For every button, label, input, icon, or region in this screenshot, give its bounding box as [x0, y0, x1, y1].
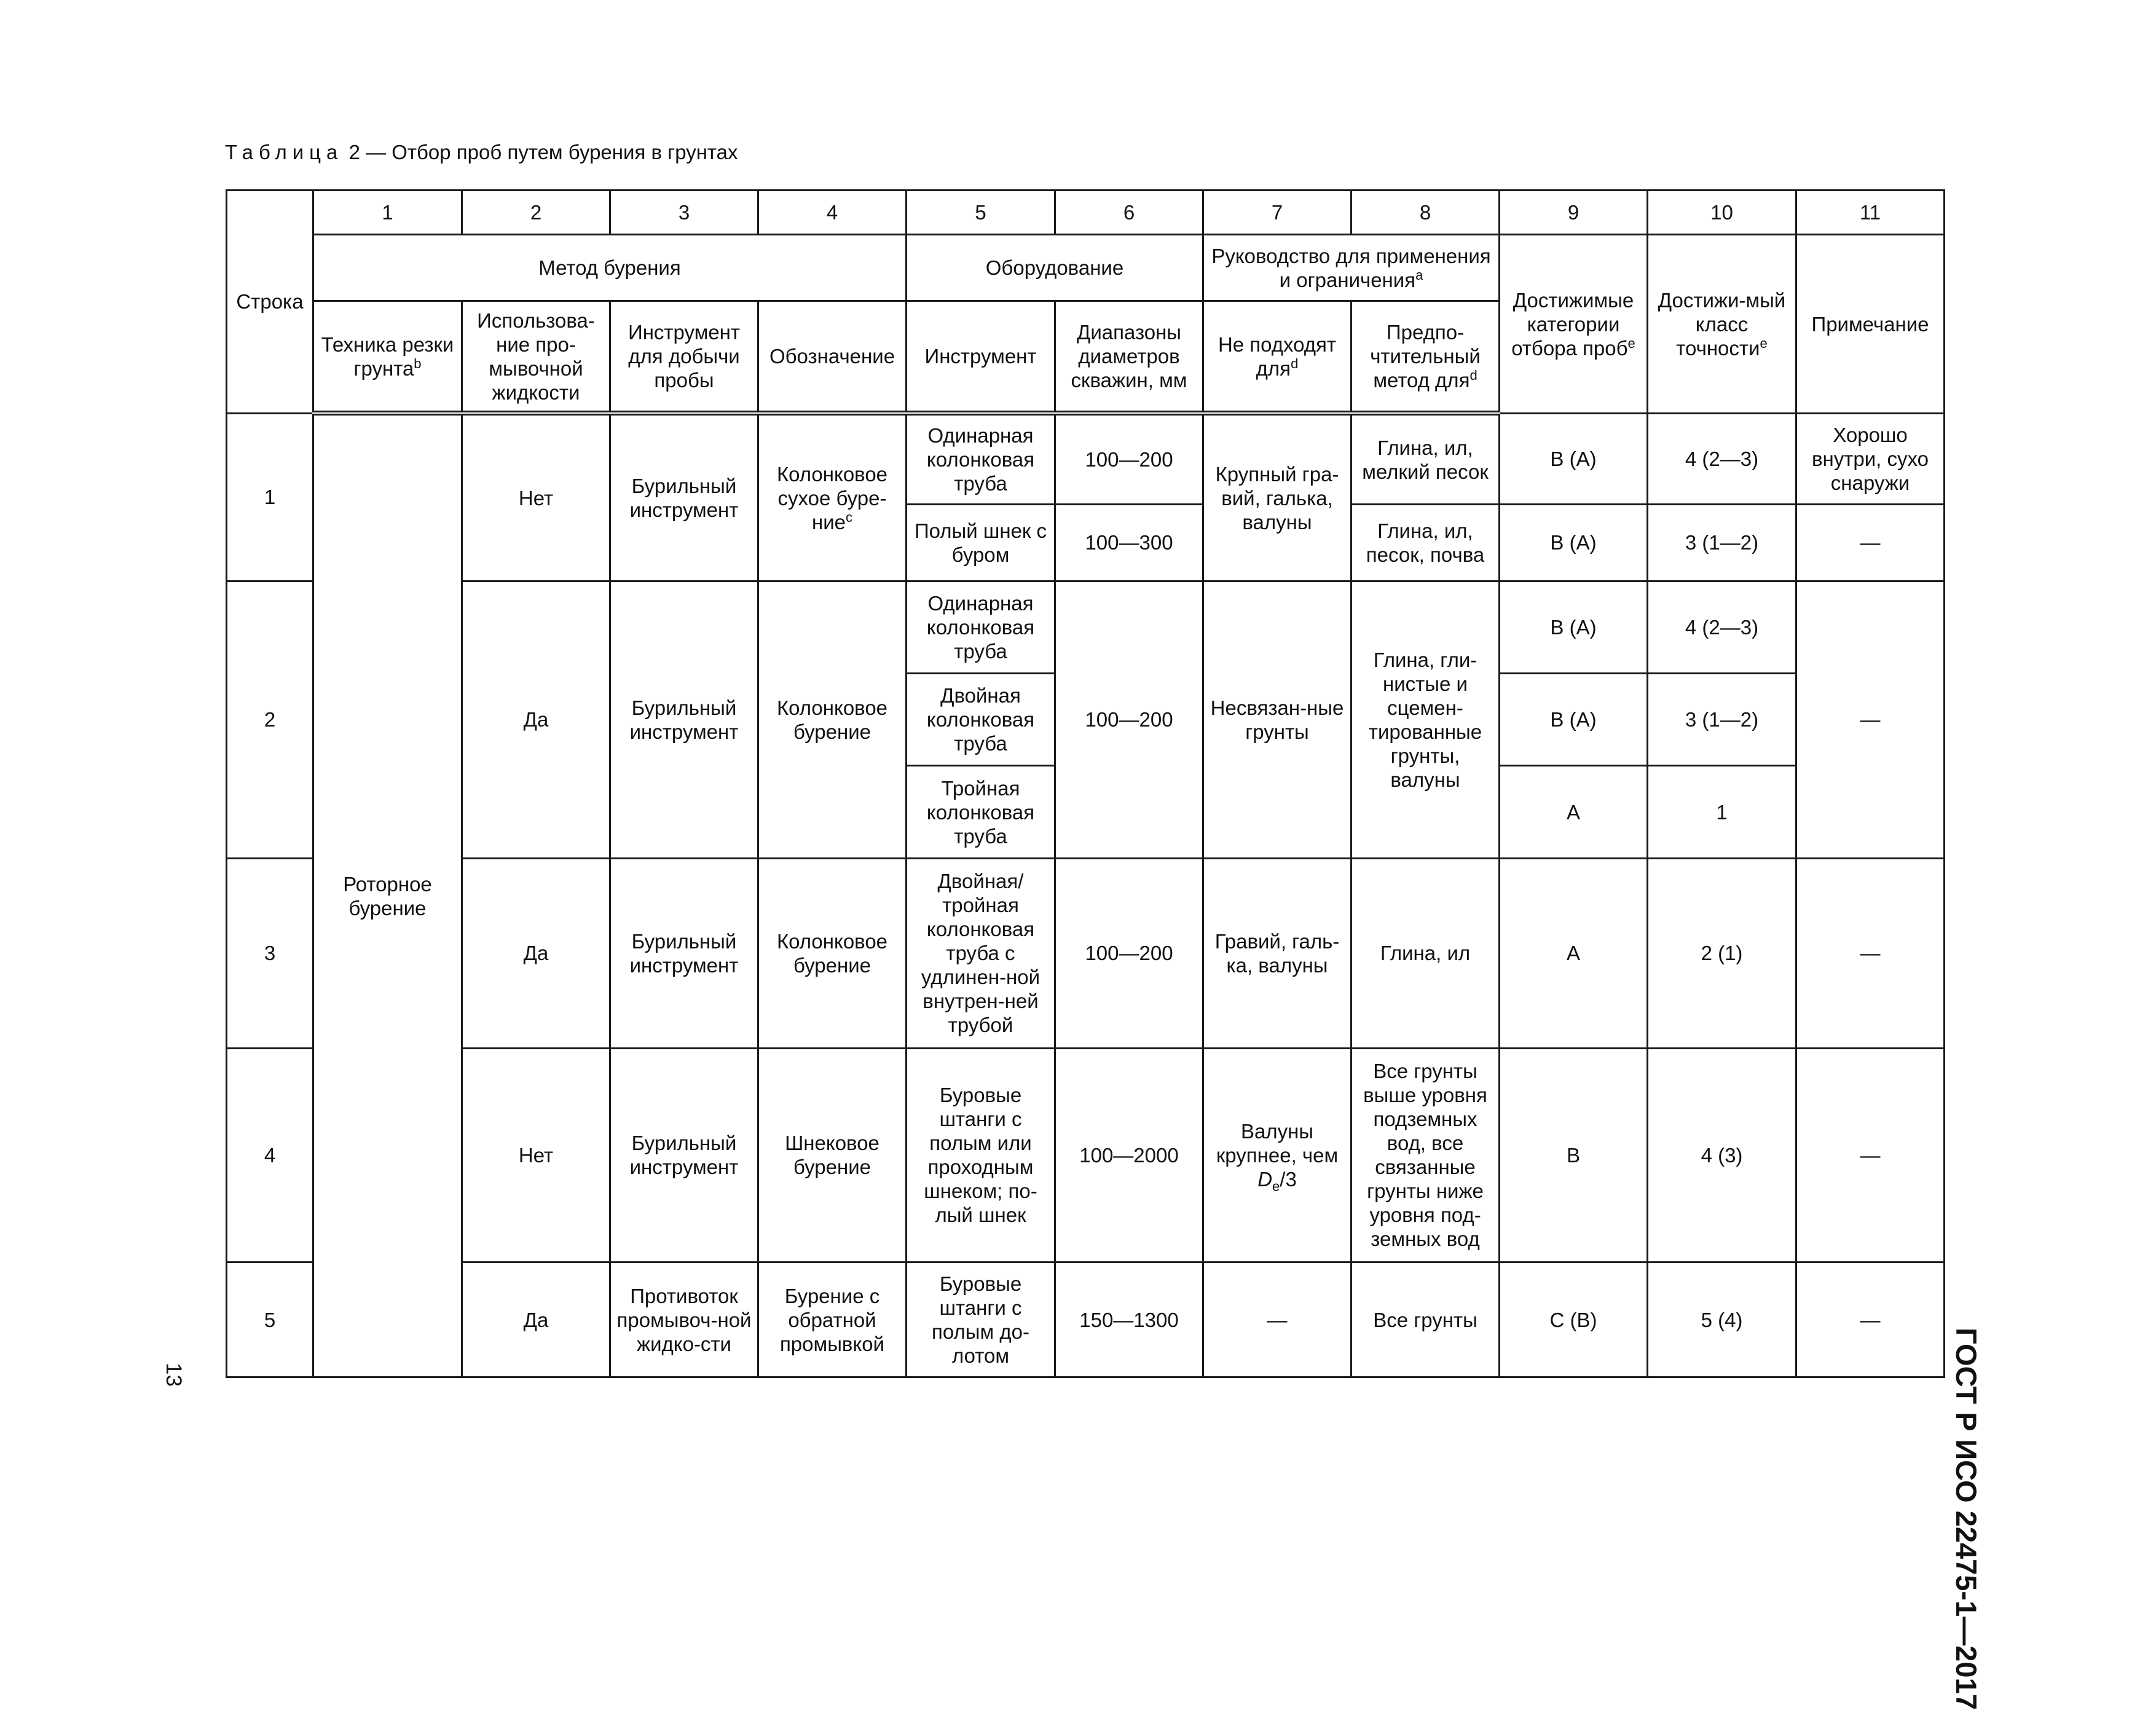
class-cell: 3 (1—2) — [1648, 505, 1796, 581]
header-col-number: 10 — [1648, 191, 1796, 235]
category-cell: B (A) — [1500, 581, 1648, 673]
instrument-cell: Буровые штанги с полым или проходным шнеком; по-лый шнек — [907, 1048, 1055, 1263]
remark-cell: — — [1796, 1048, 1945, 1263]
designation-cell: Колонковое бурение — [758, 581, 907, 858]
class-cell: 4 (2—3) — [1648, 581, 1796, 673]
header-col-number: 3 — [610, 191, 758, 235]
tool-cell: Бурильный инструмент — [610, 1048, 758, 1263]
class-cell: 2 (1) — [1648, 858, 1796, 1048]
header-unsuitable-text: Не подходят для — [1218, 333, 1337, 380]
tool-cell: Бурильный инструмент — [610, 858, 758, 1048]
header-guidance — [1203, 235, 1500, 301]
designation-cell — [758, 413, 907, 581]
category-cell: C (B) — [1500, 1263, 1648, 1377]
class-cell: 5 (4) — [1648, 1263, 1796, 1377]
row-number: 1 — [227, 413, 313, 581]
tool-cell: Бурильный инструмент — [610, 413, 758, 581]
row-number: 2 — [227, 581, 313, 858]
soil-drilling-sampling-table — [226, 189, 1945, 1378]
remark-cell: — — [1796, 581, 1945, 858]
formula-variable: D — [1257, 1167, 1273, 1191]
unsuitable-text: Валуны крупнее, чем — [1216, 1119, 1339, 1167]
remark-cell: Хорошо внутри, сухо снаружи — [1796, 413, 1945, 504]
tool-cell: Бурильный инструмент — [610, 581, 758, 858]
header-achievable-categories — [1500, 235, 1648, 414]
diameter-cell: 150—1300 — [1055, 1263, 1203, 1377]
instrument-cell: Тройная колонковая труба — [907, 766, 1055, 858]
category-cell: B (A) — [1500, 413, 1648, 504]
formula-subscript: e — [1272, 1178, 1280, 1194]
header-unsuitable — [1203, 301, 1351, 413]
unsuitable-cell — [1203, 1048, 1351, 1263]
header-col-number: 7 — [1203, 191, 1351, 235]
header-equipment: Оборудование — [907, 235, 1203, 301]
header-remark: Примечание — [1796, 235, 1945, 414]
header-technique-text: Техника резки грунта — [321, 333, 454, 380]
preferred-cell: Все грунты выше уровня подземных вод, все связанные грунты ниже уровня под-земных вод — [1351, 1048, 1500, 1263]
header-guidance-text: Руководство для применения и ограничения — [1211, 244, 1491, 291]
category-cell: B (A) — [1500, 505, 1648, 581]
flush-cell: Да — [462, 1263, 610, 1377]
flush-cell: Нет — [462, 1048, 610, 1263]
header-preferred — [1351, 301, 1500, 413]
designation-text: Колонковое сухое буре-ние — [776, 462, 888, 534]
footnote-ref: d — [1291, 355, 1299, 371]
header-achievable-class-text: Достижи-мый класс точности — [1658, 288, 1786, 360]
flush-cell: Да — [462, 858, 610, 1048]
header-instrument: Инструмент — [907, 301, 1055, 413]
header-col-number: 9 — [1500, 191, 1648, 235]
category-cell: A — [1500, 858, 1648, 1048]
page-number: 13 — [162, 1363, 186, 1387]
unsuitable-cell: Несвязан-ные грунты — [1203, 581, 1351, 858]
category-cell: A — [1500, 766, 1648, 858]
standard-code: ГОСТ Р ИСО 22475-1—2017 — [1950, 1328, 1983, 1710]
unsuitable-cell: Гравий, галь-ка, валуны — [1203, 858, 1351, 1048]
class-cell: 1 — [1648, 766, 1796, 858]
remark-cell: — — [1796, 505, 1945, 581]
preferred-cell: Глина, ил — [1351, 858, 1500, 1048]
class-cell: 4 (3) — [1648, 1048, 1796, 1263]
designation-cell: Колонковое бурение — [758, 858, 907, 1048]
table-row — [227, 858, 1945, 1048]
footnote-ref: c — [846, 509, 852, 525]
table-row — [227, 1048, 1945, 1263]
table-row — [227, 581, 1945, 673]
flush-cell: Да — [462, 581, 610, 858]
header-designation: Обозначение — [758, 301, 907, 413]
table-caption — [225, 140, 738, 165]
header-row-groups — [227, 235, 1945, 301]
caption-label: Таблица — [225, 141, 344, 164]
remark-cell: — — [1796, 858, 1945, 1048]
diameter-cell: 100—200 — [1055, 858, 1203, 1048]
header-achievable-class — [1648, 235, 1796, 414]
header-flush-use: Использова-ние про-мывочной жидкости — [462, 301, 610, 413]
diameter-cell: 100—200 — [1055, 413, 1203, 504]
preferred-cell: Глина, ил, песок, почва — [1351, 505, 1500, 581]
instrument-cell: Полый шнек с буром — [907, 505, 1055, 581]
header-col-number: 11 — [1796, 191, 1945, 235]
header-col-number: 1 — [313, 191, 462, 235]
header-col-number: 8 — [1351, 191, 1500, 235]
tool-cell: Противоток промывоч-ной жидко-сти — [610, 1263, 758, 1377]
footnote-ref: e — [1627, 335, 1635, 351]
header-row-numbers — [227, 191, 1945, 235]
header-sampling-tool: Инструмент для добычи пробы — [610, 301, 758, 413]
diameter-cell: 100—300 — [1055, 505, 1203, 581]
preferred-cell: Глина, ил, мелкий песок — [1351, 413, 1500, 504]
header-col-number: 6 — [1055, 191, 1203, 235]
header-preferred-text: Предпо-чтительный метод для — [1370, 321, 1481, 392]
class-cell: 4 (2—3) — [1648, 413, 1796, 504]
formula-divisor: /3 — [1280, 1167, 1297, 1191]
instrument-cell: Буровые штанги с полым до-лотом — [907, 1263, 1055, 1377]
preferred-cell: Все грунты — [1351, 1263, 1500, 1377]
remark-cell: — — [1796, 1263, 1945, 1377]
header-col-number: 5 — [907, 191, 1055, 235]
header-col-number: 2 — [462, 191, 610, 235]
unsuitable-cell: — — [1203, 1263, 1351, 1377]
class-cell: 3 (1—2) — [1648, 673, 1796, 765]
instrument-cell: Одинарная колонковая труба — [907, 581, 1055, 673]
instrument-cell: Одинарная колонковая труба — [907, 413, 1055, 504]
footnote-ref: e — [1760, 335, 1768, 351]
table-row — [227, 1263, 1945, 1377]
technique-cell: Роторное бурение — [313, 413, 462, 1377]
row-number: 4 — [227, 1048, 313, 1263]
footnote-ref: d — [1469, 368, 1477, 384]
table-row — [227, 413, 1945, 504]
header-technique — [313, 301, 462, 413]
footnote-ref: a — [1415, 267, 1423, 283]
row-number: 5 — [227, 1263, 313, 1377]
category-cell: B (A) — [1500, 673, 1648, 765]
header-row-label: Строка — [227, 191, 313, 414]
designation-cell: Бурение с обратной промывкой — [758, 1263, 907, 1377]
instrument-cell: Двойная/ тройная колонковая труба с удлинен-ной внутрен-ней трубой — [907, 858, 1055, 1048]
row-number: 3 — [227, 858, 313, 1048]
header-col-number: 4 — [758, 191, 907, 235]
designation-cell: Шнековое бурение — [758, 1048, 907, 1263]
diameter-cell: 100—2000 — [1055, 1048, 1203, 1263]
footnote-ref: b — [414, 355, 422, 371]
category-cell: B — [1500, 1048, 1648, 1263]
instrument-cell: Двойная колонковая труба — [907, 673, 1055, 765]
diameter-cell: 100—200 — [1055, 581, 1203, 858]
preferred-cell: Глина, гли-нистые и сцемен-тированные грунты, валуны — [1351, 581, 1500, 858]
header-achievable-categories-text: Достижимые категории отбора проб — [1511, 288, 1634, 360]
unsuitable-cell: Крупный гра-вий, галька, валуны — [1203, 413, 1351, 581]
header-drilling-method: Метод бурения — [313, 235, 907, 301]
caption-text: 2 — Отбор проб путем бурения в грунтах — [348, 141, 738, 164]
flush-cell: Нет — [462, 413, 610, 581]
header-diameters: Диапазоны диаметров скважин, мм — [1055, 301, 1203, 413]
